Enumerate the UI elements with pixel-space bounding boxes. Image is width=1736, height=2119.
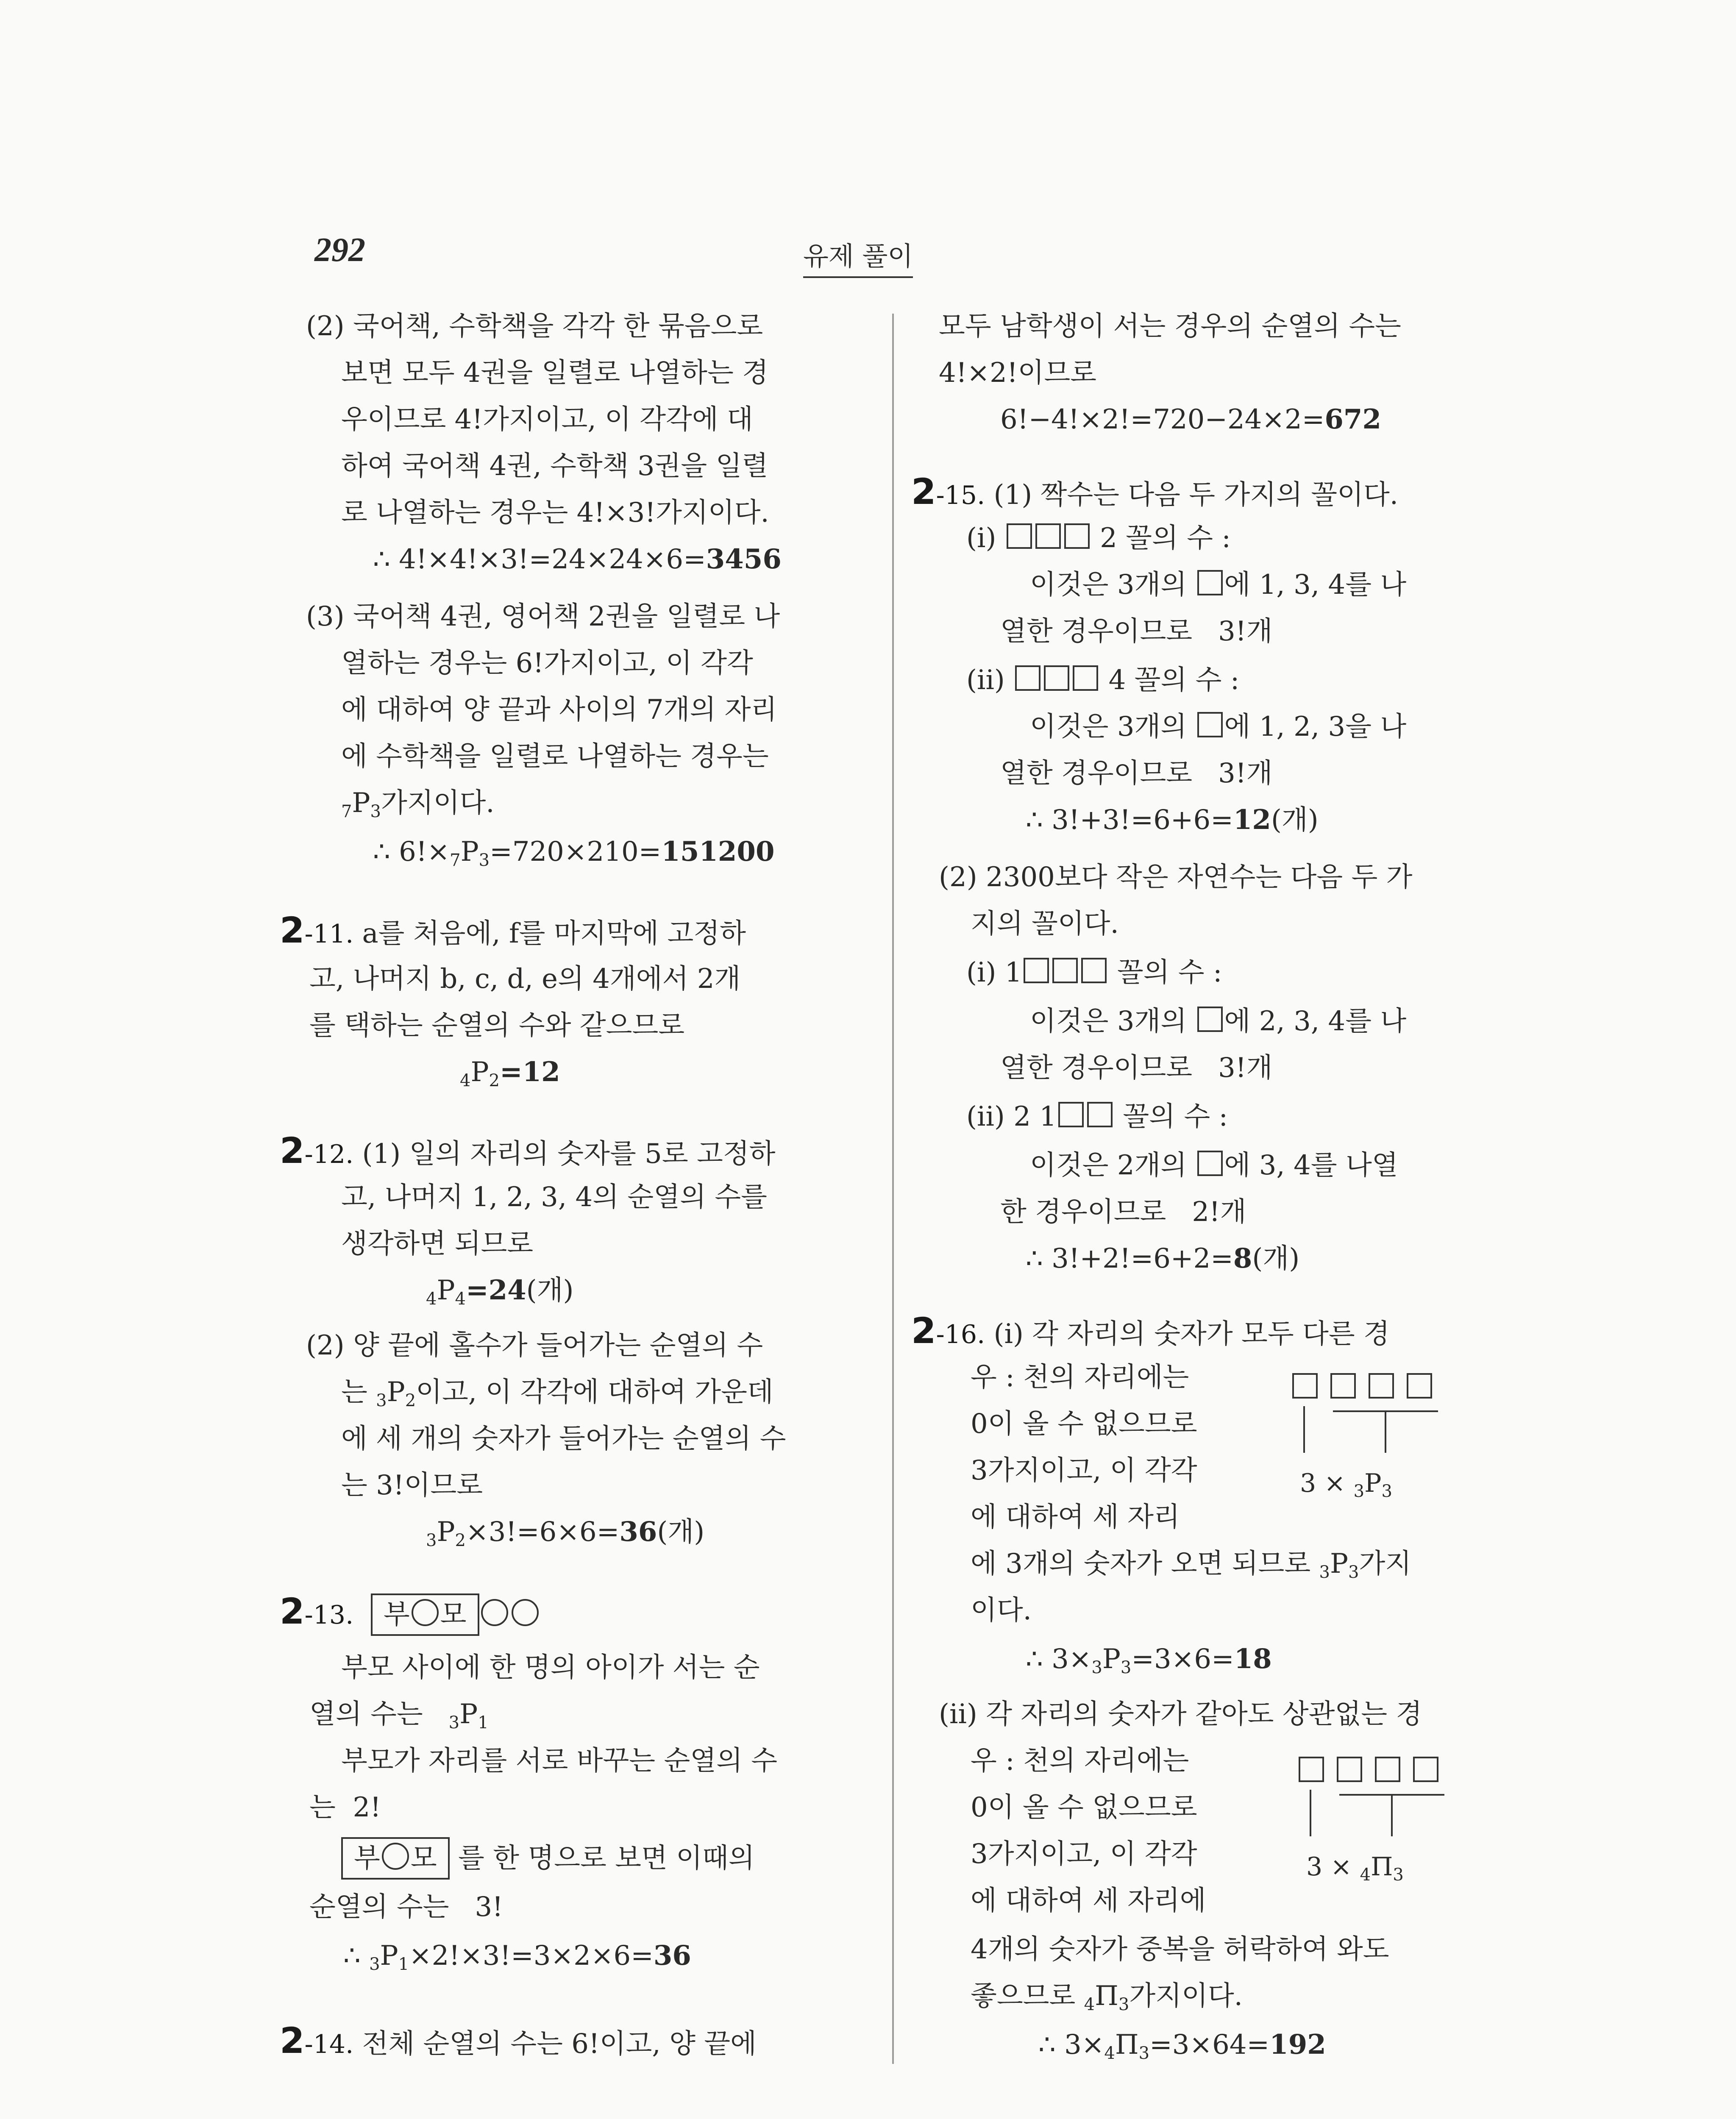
result-expression: ∴ 4!×4!×3!=24×24×6= bbox=[373, 544, 706, 575]
digit-diagram bbox=[1297, 1757, 1466, 1909]
text-line: $_7P_3$가지이다. bbox=[341, 787, 495, 821]
blank-square-icon bbox=[1330, 1373, 1356, 1399]
text-line: 3가지이고, 이 각각 bbox=[971, 1838, 1197, 1870]
result-line: $_4P_4=24$(개) bbox=[426, 1274, 574, 1309]
page-number: 292 bbox=[314, 231, 365, 269]
blank-square-icon bbox=[1007, 523, 1032, 549]
child-circle-icon bbox=[412, 1599, 439, 1626]
text-line: 4개의 숫자가 중복을 허락하여 와도 bbox=[971, 1934, 1389, 1965]
result-value: =24 bbox=[465, 1274, 526, 1306]
text-line: 를 택하는 순열의 수와 같으므로 bbox=[309, 1010, 685, 1041]
blank-square-icon bbox=[1337, 1757, 1362, 1782]
blank-square-icon bbox=[1052, 958, 1078, 983]
text-line: 이것은 2개의 에 3, 4를 나열 bbox=[1030, 1150, 1398, 1181]
blank-square-icon bbox=[1197, 1007, 1223, 1032]
result-line: ∴ 3!+3!=6+6=12(개) bbox=[1026, 804, 1319, 836]
text-line: 열한 경우이므로 3!개 bbox=[1000, 758, 1273, 789]
down-arrow-icon bbox=[1303, 1406, 1305, 1453]
down-arrow-icon bbox=[1310, 1790, 1311, 1836]
blank-square-icon bbox=[1375, 1757, 1400, 1782]
result-line: ∴ 3!+2!=6+2=8(개) bbox=[1026, 1243, 1300, 1274]
blank-square-icon bbox=[1369, 1373, 1394, 1399]
result-value: 36 bbox=[619, 1516, 657, 1548]
unit-label: (개) bbox=[657, 1516, 705, 1548]
text-line: 에 대하여 세 자리 bbox=[971, 1502, 1180, 1533]
child-circle-icon bbox=[512, 1599, 539, 1626]
text-line: 4!×2!이므로 bbox=[939, 357, 1096, 389]
result-value: 18 bbox=[1234, 1643, 1272, 1675]
blank-square-icon bbox=[1197, 712, 1223, 737]
text-line: 우 : 천의 자리에는 bbox=[971, 1362, 1189, 1393]
text-line: 열한 경우이므로 3!개 bbox=[1000, 1052, 1273, 1084]
text-line: 좋으므로 $_4\Pi_3$가지이다. bbox=[971, 1980, 1243, 2014]
digit-diagram bbox=[1291, 1373, 1460, 1526]
problem-2-16: 2-16. (i) 각 자리의 숫자가 모두 다른 경 bbox=[911, 1310, 1390, 1351]
problem-2-14: 2-14. 전체 순열의 수는 6!이고, 양 끝에 bbox=[280, 2020, 757, 2061]
blank-square-icon bbox=[1197, 570, 1223, 595]
problem-2-11 bbox=[280, 909, 746, 951]
text-line: (2) 2300보다 작은 자연수는 다음 두 가 bbox=[939, 862, 1413, 893]
blank-square-icon bbox=[1064, 523, 1090, 549]
result-line: ∴ $6!\times_7P_3=720\times 210=151200$ bbox=[373, 836, 775, 870]
down-arrow-icon bbox=[1391, 1794, 1393, 1836]
result-value: 3456 bbox=[706, 543, 782, 575]
problem-2-15: 2-15. (1) 짝수는 다음 두 가지의 꼴이다. bbox=[911, 471, 1399, 512]
down-arrow-icon bbox=[1385, 1410, 1386, 1453]
text-line: 에 대하여 세 자리에 bbox=[971, 1885, 1206, 1916]
text-line: 열한 경우이므로 3!개 bbox=[1000, 616, 1273, 647]
parents-box: 부 모 bbox=[341, 1837, 450, 1880]
text-fragment: (1) 일의 자리의 숫자를 5로 고정하 bbox=[362, 1138, 776, 1170]
text-line: 열의 수는 $_3P_1$ bbox=[309, 1699, 489, 1732]
column-divider bbox=[892, 314, 894, 2064]
text-line: (ii) 2 1 꼴의 수 : bbox=[966, 1101, 1228, 1132]
blank-square-icon bbox=[1044, 665, 1069, 691]
result-line: 6!−4!×2!=720−24×2=672 bbox=[1000, 403, 1381, 435]
text-line: 한 경우이므로 2!개 bbox=[1000, 1196, 1246, 1228]
text-line: 부모가 자리를 서로 바꾸는 순열의 수 bbox=[341, 1745, 778, 1777]
text-line: 이것은 3개의 에 1, 2, 3을 나 bbox=[1030, 711, 1407, 742]
text-fragment: 가지이다. bbox=[381, 787, 495, 819]
text-line: 0이 올 수 없으므로 bbox=[971, 1408, 1197, 1440]
text-line: 이것은 3개의 에 1, 3, 4를 나 bbox=[1030, 569, 1407, 601]
text-line: (3) 국어책 4권, 영어책 2권을 일렬로 나 bbox=[306, 601, 780, 632]
problem-number: 2-11. bbox=[280, 909, 354, 951]
problem-number: 2-16. bbox=[911, 1310, 985, 1351]
text-line: 에 대하여 양 끝과 사이의 7개의 자리 bbox=[341, 694, 777, 726]
blank-square-icon bbox=[1292, 1373, 1318, 1399]
child-circle-icon bbox=[481, 1599, 508, 1626]
result-value: 8 bbox=[1233, 1243, 1252, 1274]
text-line: (ii) 4 꼴의 수 : bbox=[966, 665, 1240, 696]
result-value: 12 bbox=[1233, 804, 1271, 836]
result-value: 151200 bbox=[661, 836, 775, 868]
result-line: $_4P_2=12$ bbox=[460, 1056, 560, 1090]
problem-number: 2-15. bbox=[911, 471, 985, 512]
text-line: 모두 남학생이 서는 경우의 순열의 수는 bbox=[939, 311, 1401, 342]
text-line: 보면 모두 4권을 일렬로 나열하는 경 bbox=[341, 357, 768, 389]
text-line: 에 3개의 숫자가 오면 되므로 $_3P_3$가지 bbox=[971, 1548, 1412, 1582]
blank-square-icon bbox=[1058, 1102, 1084, 1127]
text-line: 에 수학책을 일렬로 나열하는 경우는 bbox=[341, 741, 769, 772]
blank-square-icon bbox=[1081, 958, 1107, 983]
problem-2-12 bbox=[280, 1130, 776, 1171]
unit-label: (개) bbox=[526, 1275, 574, 1306]
result-line: $_3P_2\times 3!=6\times 6=36$(개) bbox=[426, 1516, 705, 1550]
problem-2-13 bbox=[280, 1593, 540, 1636]
blank-square-icon bbox=[1197, 1151, 1223, 1176]
text-line: 0이 올 수 없으므로 bbox=[971, 1792, 1197, 1823]
blank-square-icon bbox=[1407, 1373, 1432, 1399]
blank-square-icon bbox=[1035, 523, 1061, 549]
text-line: (ii) 각 자리의 숫자가 같아도 상관없는 경 bbox=[939, 1699, 1422, 1730]
result-value: =12 bbox=[499, 1056, 560, 1088]
text-line: 열하는 경우는 6!가지이고, 이 각각 bbox=[341, 648, 753, 679]
result-value: 192 bbox=[1269, 2029, 1326, 2061]
text-line: 우 : 천의 자리에는 bbox=[971, 1745, 1189, 1777]
text-line: 는 2! bbox=[309, 1792, 381, 1823]
problem-number: 2-14. bbox=[280, 2020, 354, 2061]
diagram-label: $3 \times _4\Pi_3$ bbox=[1306, 1852, 1404, 1885]
text-line: 에 세 개의 숫자가 들어가는 순열의 수 bbox=[341, 1423, 786, 1454]
text-line: 우이므로 4!가지이고, 이 각각에 대 bbox=[341, 404, 753, 435]
text-line: 3가지이고, 이 각각 bbox=[971, 1455, 1197, 1486]
result-line bbox=[373, 542, 782, 576]
problem-number: 2-13. bbox=[280, 1591, 354, 1632]
result-line: ∴ $_3P_1\times 2!\times 3!=3\times 2\times 6=36$ bbox=[343, 1940, 691, 1974]
text-line: 이것은 3개의 에 2, 3, 4를 나 bbox=[1030, 1006, 1407, 1037]
text-line: 지의 꼴이다. bbox=[971, 908, 1119, 940]
result-line: ∴ $3\times_4\Pi_3=3\times 64=192$ bbox=[1038, 2029, 1326, 2063]
blank-square-icon bbox=[1413, 1757, 1438, 1782]
text-line: 순열의 수는 3! bbox=[309, 1891, 503, 1923]
diagram-label: $3 \times _3P_3$ bbox=[1300, 1468, 1392, 1501]
text-fragment: a를 처음에, f를 마지막에 고정하 bbox=[362, 918, 746, 949]
result-expression: =720×210= bbox=[490, 836, 662, 868]
blank-square-icon bbox=[1024, 958, 1049, 983]
blank-square-icon bbox=[1299, 1757, 1324, 1782]
blank-square-icon bbox=[1087, 1102, 1113, 1127]
text-line: 부 모 를 한 명으로 보면 이때의 bbox=[341, 1837, 755, 1880]
blank-square-icon bbox=[1073, 665, 1098, 691]
page-title: 유제 풀이 bbox=[803, 235, 913, 278]
text-line: (2) 양 끝에 홀수가 들어가는 순열의 수 bbox=[306, 1330, 763, 1361]
text-line: 고, 나머지 1, 2, 3, 4의 순열의 수를 bbox=[341, 1182, 767, 1213]
text-line: (2) 국어책, 수학책을 각각 한 묶음으로 bbox=[306, 311, 763, 342]
result-line: ∴ $3\times_3P_3=3\times 6=18$ bbox=[1026, 1643, 1272, 1677]
result-value: 36 bbox=[653, 1940, 691, 1972]
parents-box: 부 모 bbox=[371, 1593, 479, 1636]
text-line: 고, 나머지 b, c, d, e의 4개에서 2개 bbox=[309, 963, 741, 995]
result-value: 672 bbox=[1324, 403, 1381, 435]
text-line: (i) 2 꼴의 수 : bbox=[966, 523, 1231, 554]
text-line: 는 3!이므로 bbox=[341, 1470, 483, 1501]
text-line: (i) 1 꼴의 수 : bbox=[966, 957, 1222, 988]
blank-square-icon bbox=[1015, 665, 1040, 691]
text-line: 는 $_3P_2$이고, 이 각각에 대하여 가운데 bbox=[341, 1377, 773, 1410]
text-line: 로 나열하는 경우는 4!×3!가지이다. bbox=[341, 497, 769, 528]
text-line: 부모 사이에 한 명의 아이가 서는 순 bbox=[341, 1652, 760, 1683]
text-line: 하여 국어책 4권, 수학책 3권을 일렬 bbox=[341, 450, 768, 482]
problem-number: 2-12. bbox=[280, 1130, 354, 1171]
text-line: 이다. bbox=[971, 1595, 1032, 1626]
text-line: 생각하면 되므로 bbox=[341, 1228, 534, 1260]
child-circle-icon bbox=[382, 1843, 409, 1870]
